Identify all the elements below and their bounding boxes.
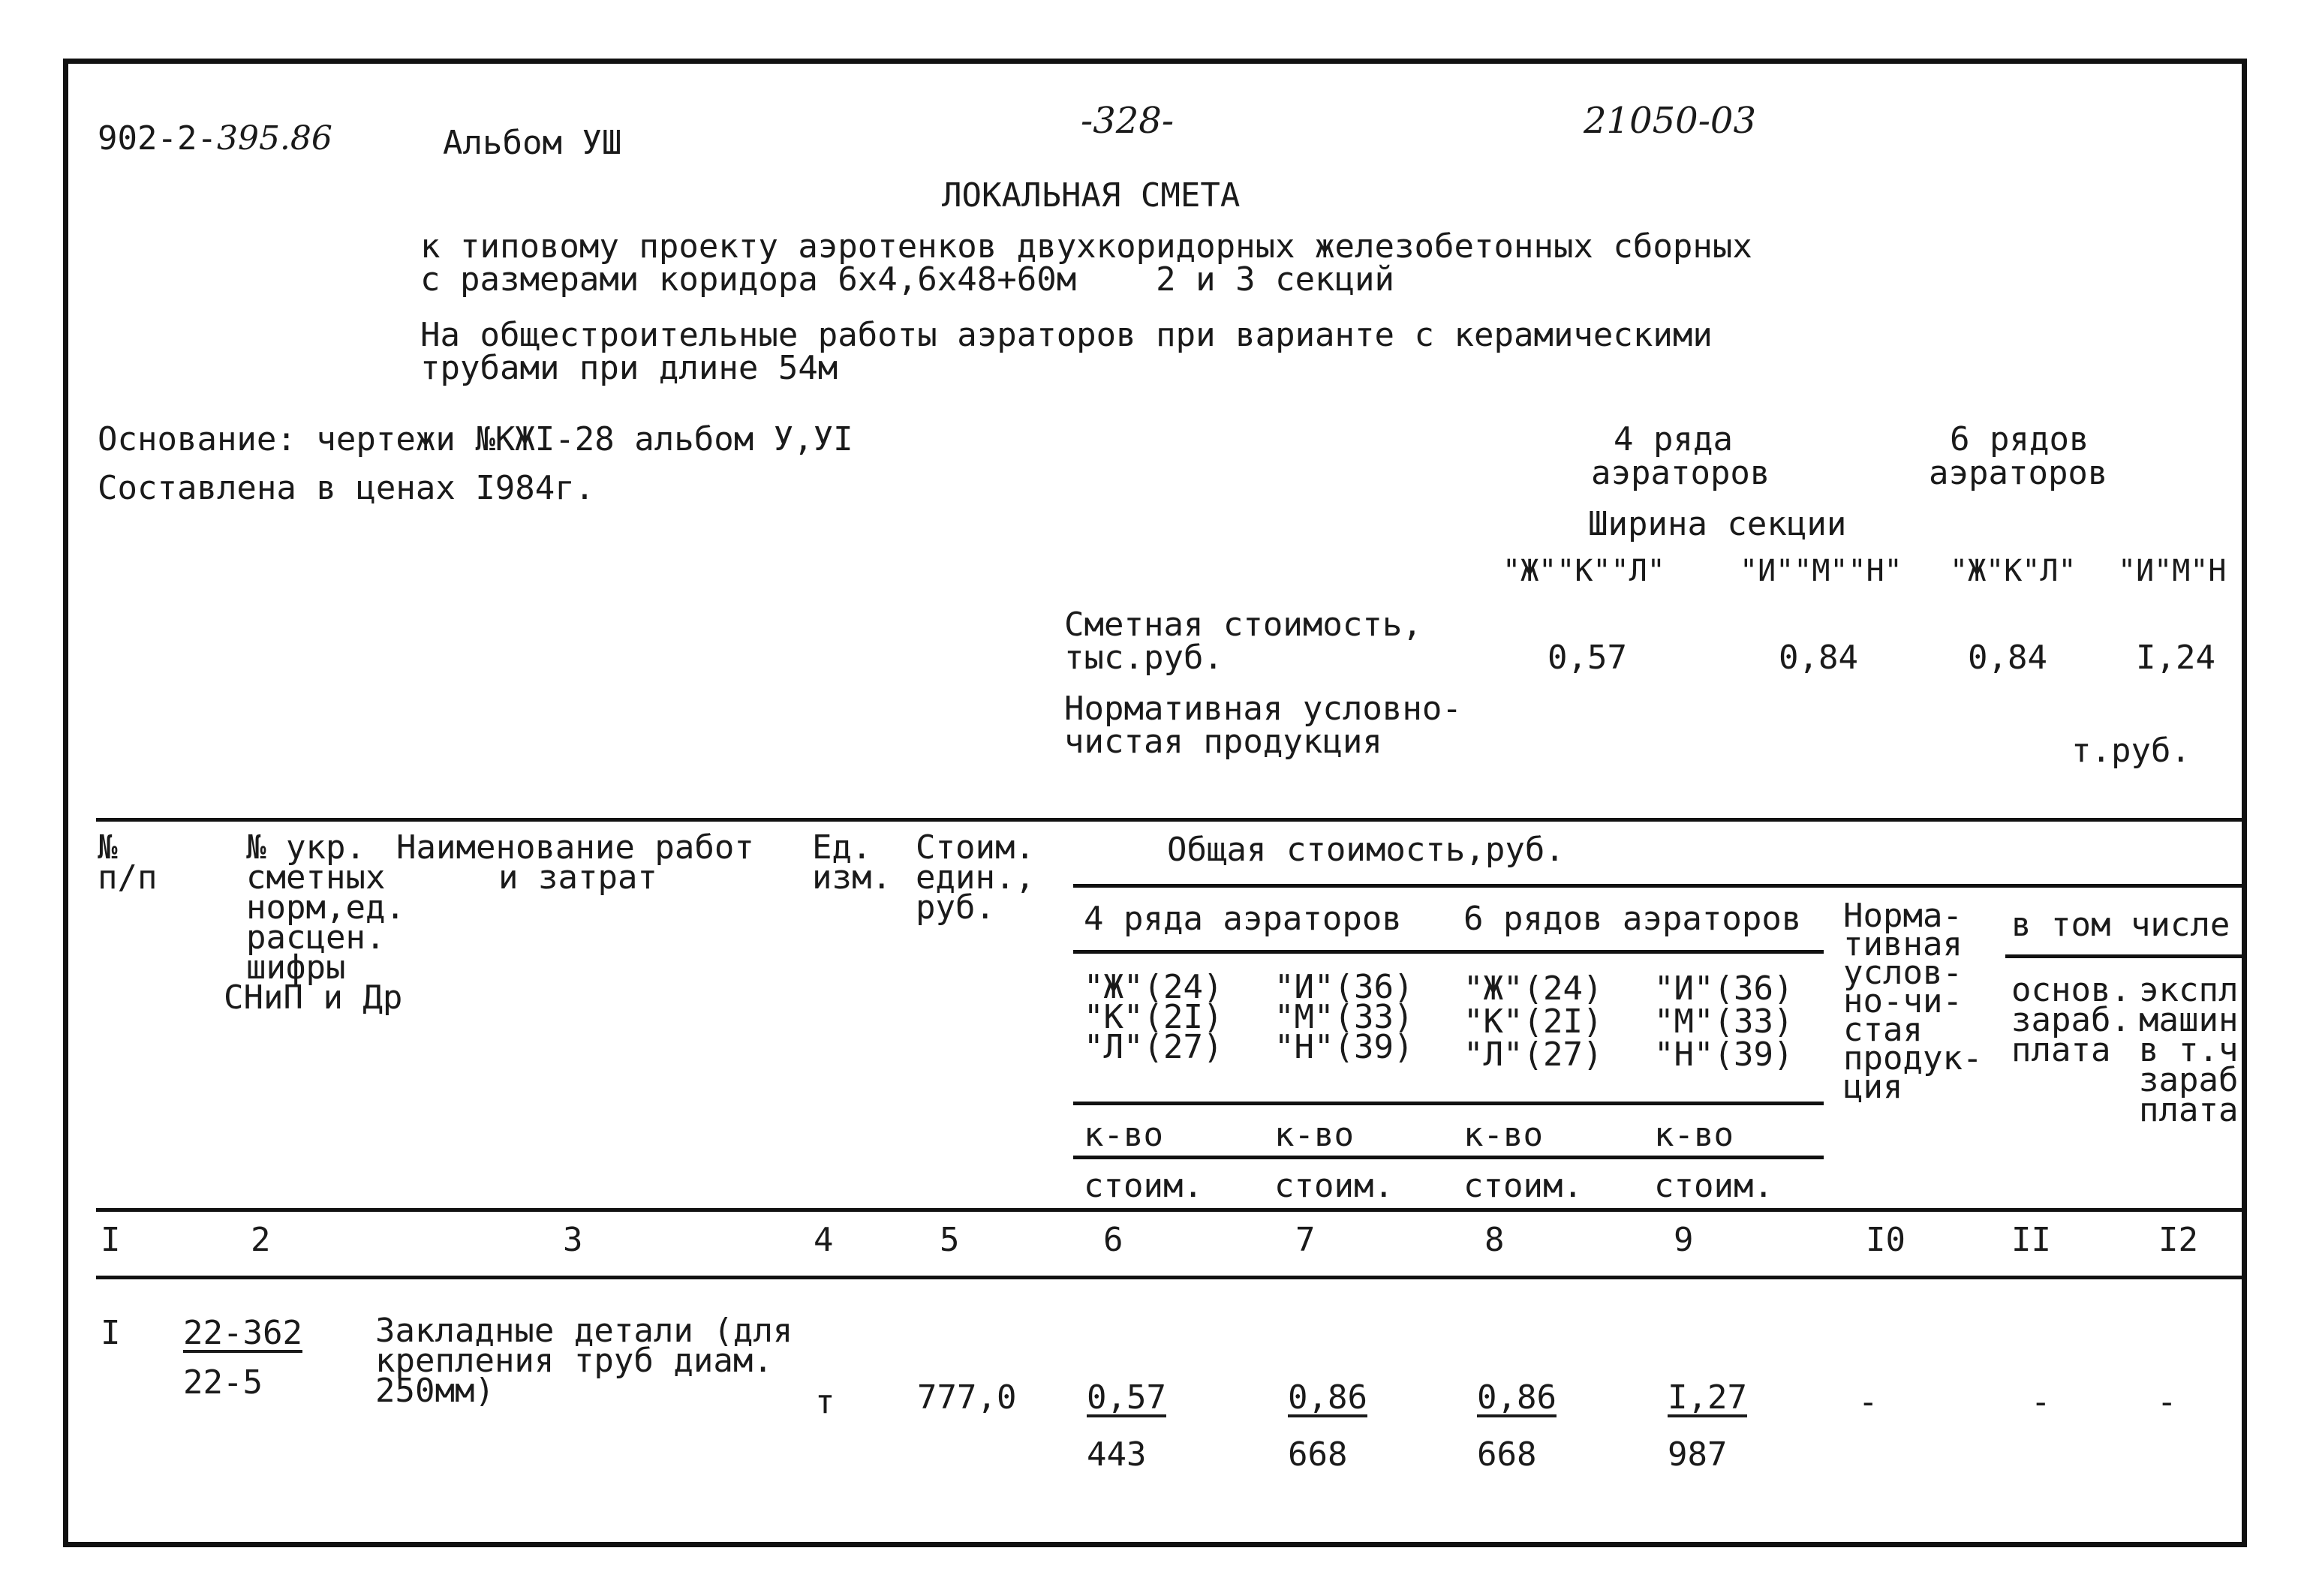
estimated-cost-label-2: тыс.руб. [1064,639,1223,677]
section-width-label: Ширина секции [1588,505,1847,543]
qty-label-7: к-во [1274,1116,1354,1154]
group-4-rows-header: 4 ряда аэраторов [1084,900,1402,938]
row-code-bottom: 22-5 [183,1363,263,1402]
col-10-header: Норма- тивная услов- но-чи- стая продук- ция [1843,897,1983,1106]
title-line-1: к типовому проекту аэротенков двухкоридорных железобетонных сборных [420,227,1752,266]
summary-4-rows: 4 ряда [1614,420,1733,458]
cost-label-9: стоим. [1654,1167,1773,1205]
col-number-3: 3 [563,1221,583,1259]
page-number: -328- [1081,100,1175,142]
subcol-8-codes: "Ж"(24) "К"(2I) "Л"(27) [1463,969,1603,1074]
col-number-1: I [101,1221,121,1259]
row-unit: т [815,1383,835,1421]
row-col-12: - [2157,1383,2177,1421]
including-header: в том числе [2011,906,2230,944]
cost-label-8: стоим. [1463,1167,1583,1205]
cost-label-7: стоим. [1274,1167,1394,1205]
col-number-12: I2 [2158,1221,2198,1259]
norm-product-unit: т.руб. [2071,732,2191,770]
row-number: I [101,1314,121,1352]
col-number-11: II [2011,1221,2051,1259]
row-qty-6: 0,57 [1087,1378,1166,1417]
row-qty-7: 0,86 [1288,1378,1367,1417]
col-number-7: 7 [1295,1221,1316,1259]
col-number-4: 4 [814,1221,834,1259]
album-label: Альбом УШ [443,124,622,162]
row-cost-9: 987 [1668,1435,1728,1474]
subcol-6-codes: "Ж"(24) "К"(2I) "Л"(27) [1084,968,1223,1066]
width-code-3: "Ж"К"Л" [1950,554,2077,588]
title-line-3: На общестроительные работы аэраторов при варианте с керамическими [420,316,1713,354]
summary-4-aerators: аэраторов [1591,454,1770,492]
basis-line-2: Составлена в ценах I984г. [98,469,595,507]
doc-code: 902-2-395.86 [98,119,332,158]
summary-6-aerators: аэраторов [1929,454,2108,492]
row-qty-9: I,27 [1668,1378,1747,1417]
title-line-4: трубами при длине 54м [420,349,838,387]
norm-product-label-1: Нормативная условно- [1064,690,1462,728]
width-code-2: "И""М""Н" [1740,554,1902,588]
including-rule [2005,954,2242,958]
col-number-2: 2 [251,1221,271,1259]
row-unit-cost: 777,0 [917,1378,1017,1417]
row-qty-8: 0,86 [1477,1378,1557,1417]
estimated-cost-3: 0,84 [1968,639,2047,677]
norm-product-label-2: чистая продукция [1064,723,1382,761]
qty-label-6: к-во [1084,1116,1163,1154]
total-cost-header: Общая стоимость,руб. [1167,831,1565,869]
subcol-9-codes: "И"(36) "М"(33) "Н"(39) [1654,969,1794,1074]
row-code-top: 22-362 [183,1314,302,1352]
project-number: 21050-03 [1584,100,1756,142]
title-line-2: с размерами коридора 6х4,6х48+60м 2 и 3 секций [420,260,1395,299]
col-12-header: экспл машин в т.ч зараб плата [2139,971,2239,1129]
col-2-header: № укр. сметных норм,ед. расцен. шифры СНиП и Др [224,828,405,1017]
col-number-9: 9 [1674,1221,1694,1259]
estimated-cost-2: 0,84 [1779,639,1858,677]
document-title: ЛОКАЛЬНАЯ СМЕТА [942,176,1241,215]
summary-6-rows: 6 рядов [1950,420,2089,458]
groups-rule [1073,950,1824,954]
codes-rule [1073,1102,1824,1105]
qty-rule [1073,1156,1824,1159]
col-3-header: Наименование работ и затрат [396,828,754,897]
qty-label-8: к-во [1463,1116,1543,1154]
col-4-header: Ед. изм. [812,828,892,897]
row-col-10: - [1858,1383,1878,1421]
row-cost-6: 443 [1087,1435,1147,1474]
col-number-8: 8 [1484,1221,1505,1259]
estimated-cost-4: I,24 [2136,639,2215,677]
qty-label-9: к-во [1654,1116,1734,1154]
estimated-cost-1: 0,57 [1548,639,1627,677]
col-number-10: I0 [1866,1221,1905,1259]
header-bottom-rule [96,1208,2242,1212]
row-cost-7: 668 [1288,1435,1348,1474]
basis-line-1: Основание: чертежи №КЖI-28 альбом У,УI [98,420,853,458]
row-work-name: Закладные детали (для крепления труб диам. 250мм) [375,1312,793,1410]
row-cost-8: 668 [1477,1435,1537,1474]
col-1-header: № п/п [98,828,158,897]
width-code-1: "Ж""К""Л" [1502,554,1665,588]
table-top-rule [96,818,2242,822]
doc-code-handwritten: 395.86 [216,119,332,158]
col-number-6: 6 [1103,1221,1123,1259]
col-11-header: основ. зараб. плата [2011,971,2131,1069]
total-cost-rule [1073,884,2242,888]
group-6-rows-header: 6 рядов аэраторов [1463,900,1802,938]
numbers-bottom-rule [96,1276,2242,1279]
col-number-5: 5 [940,1221,960,1259]
col-5-header: Стоим. един., руб. [916,828,1035,927]
row-col-11: - [2031,1383,2051,1421]
estimated-cost-label-1: Сметная стоимость, [1064,606,1422,644]
width-code-4: "И"М"Н [2118,554,2227,588]
subcol-7-codes: "И"(36) "М"(33) "Н"(39) [1274,968,1414,1066]
cost-label-6: стоим. [1084,1167,1203,1205]
